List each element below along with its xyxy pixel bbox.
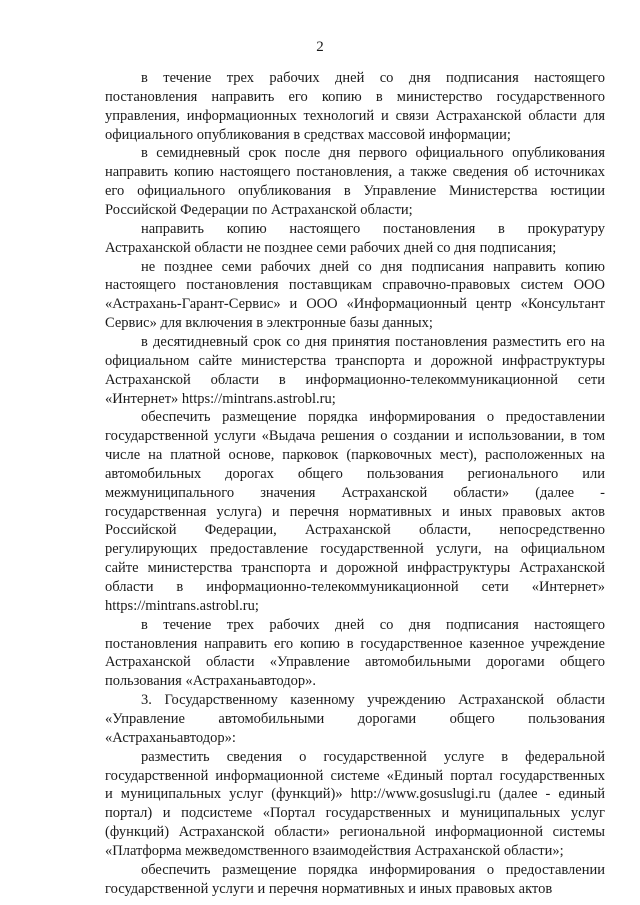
paragraph-line: Астраханской области не позднее семи рабочих дней со дня подписания; — [105, 239, 557, 256]
page-number: 2 — [316, 39, 324, 55]
paragraph-line: Астраханской области в информационно-телекоммуникационной сети — [105, 371, 605, 388]
paragraph-line: числе на платной основе, парковок (парковочных мест), расположенных на — [105, 447, 605, 463]
paragraph-line: Российской Федерации, Астраханской области, непосредственно — [105, 522, 605, 539]
paragraph-line: государственной услуги и перечня нормативных и иных правовых актов — [105, 880, 553, 897]
paragraph-line: государственная услуга) и перечня нормативных и иных правовых актов — [105, 503, 605, 520]
paragraph-line: управления, информационных технологий и связи Астраханской области для — [105, 107, 605, 124]
paragraph-line: в десятидневный срок со дня принятия постановления разместить его на — [141, 333, 605, 350]
paragraph-line: области в информационно-телекоммуникационной сети «Интернет» — [105, 579, 605, 595]
paragraph-line: Астраханской области «Управление автомобильными дорогами общего — [105, 654, 605, 671]
paragraph-line: «Управление автомобильными дорогами общего пользования — [105, 710, 605, 727]
paragraph-line: пользования «Астраханьавтодор». — [105, 673, 316, 690]
paragraph-line: «Астрахань-Гарант-Сервис» и ООО «Информационный центр «Консультант — [105, 296, 605, 313]
paragraph-line: портал) и подсистеме «Портал государственных и муниципальных услуг — [105, 805, 605, 822]
paragraph-line: сайте министерства транспорта и дорожной инфраструктуры Астраханской — [105, 560, 605, 577]
paragraph-line: в течение трех рабочих дней со дня подписания настоящего — [141, 616, 605, 633]
paragraph-line: Российской Федерации по Астраханской области; — [105, 202, 413, 218]
paragraph-line: не позднее семи рабочих дней со дня подписания направить копию — [141, 258, 605, 275]
paragraph-line: официального опубликования в средствах массовой информации; — [105, 126, 511, 143]
paragraph-line: в течение трех рабочих дней со дня подписания настоящего — [141, 70, 605, 86]
paragraph-line: государственной услуги «Выдача решения о создании и использовании, в том — [105, 428, 605, 445]
paragraph-line: автомобильных дорогах общего пользования регионального или — [105, 465, 605, 482]
paragraph-line: обеспечить размещение порядка информирования о предоставлении — [141, 861, 605, 878]
paragraph-line: постановления направить его копию в министерство государственного — [105, 88, 605, 105]
paragraph-line: обеспечить размещение порядка информирования о предоставлении — [141, 409, 605, 426]
paragraph-line: постановления направить его копию в государственное казенное учреждение — [105, 635, 605, 652]
paragraph-line: «Платформа межведомственного взаимодействия Астраханской области»; — [105, 842, 564, 859]
paragraph-line: его официального опубликования в Управление Министерства юстиции — [105, 183, 605, 200]
paragraph-line: официальном сайте министерства транспорта и дорожной инфраструктуры — [105, 352, 605, 369]
paragraph-line: направить копию настоящего постановления в прокуратуру — [141, 220, 605, 237]
paragraph-line: направить копию настоящего постановления, а также сведения об источниках — [105, 164, 605, 181]
paragraph-line: государственной информационной системе «Единый портал государственных — [105, 767, 605, 784]
paragraph-line: разместить сведения о государственной услуге в федеральной — [141, 748, 605, 765]
paragraph-line: в семидневный срок после дня первого официального опубликования — [141, 145, 605, 162]
paragraph-line: настоящего постановления поставщикам справочно-правовых систем ООО — [105, 277, 605, 294]
paragraph-line: «Интернет» https://mintrans.astrobl.ru; — [105, 390, 336, 407]
paragraph-line: https://mintrans.astrobl.ru; — [105, 597, 259, 614]
paragraph-line: (функций) Астраханской области» региональной информационной системы — [105, 824, 605, 840]
paragraph-line: Сервис» для включения в электронные базы данных; — [105, 315, 433, 332]
paragraph-line: «Астраханьавтодор»: — [105, 729, 236, 746]
paragraph-line: межмуниципального значения Астраханской области» (далее - — [105, 484, 605, 501]
paragraph-line: и муниципальных услуг (функций)» http://www.gosuslugi.ru (далее - единый — [105, 786, 605, 803]
paragraph-line: 3. Государственному казенному учреждению Астраханской области — [141, 692, 605, 709]
paragraph-line: регулирующих предоставление государственной услуги, на официальном — [105, 541, 605, 558]
